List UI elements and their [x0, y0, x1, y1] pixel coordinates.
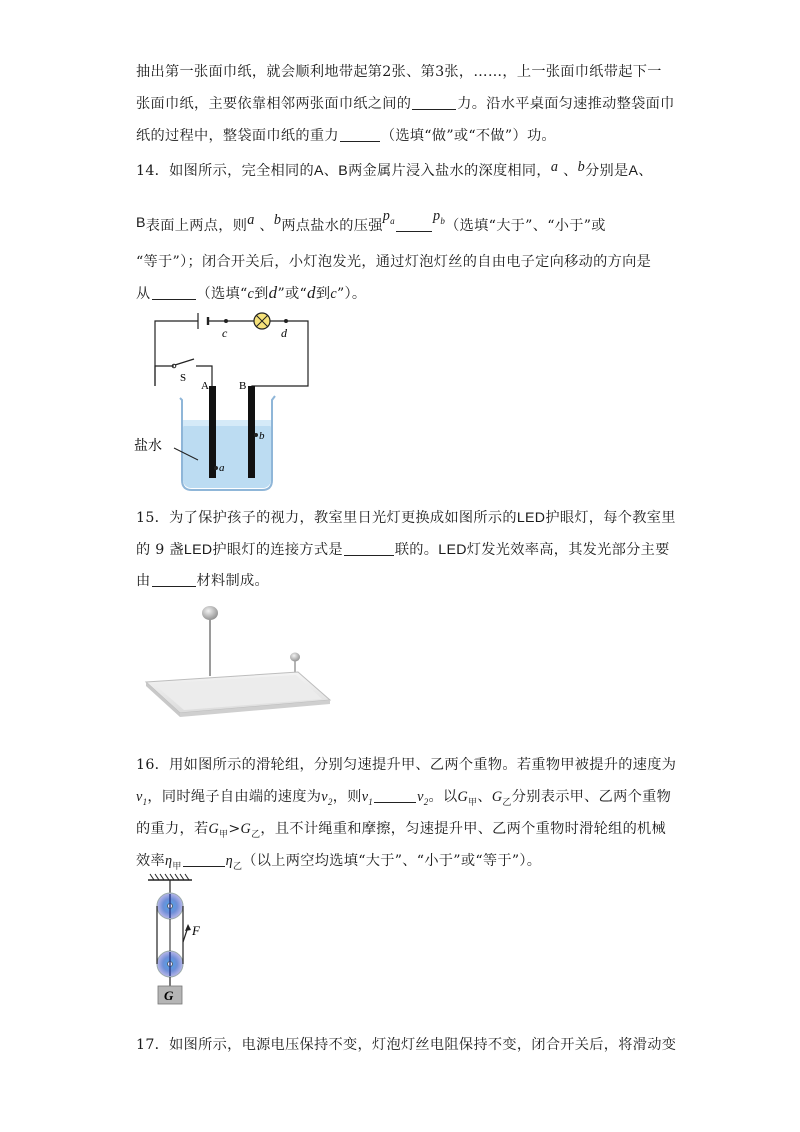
q15-text: 材料制成。 [196, 573, 269, 589]
speed-v2 [417, 789, 428, 805]
weight-G: G [240, 821, 252, 837]
sub-jia: 甲 [468, 798, 478, 808]
q14-line-4 [136, 283, 366, 304]
answer-blank[interactable] [183, 853, 225, 867]
q16-text: ，且不计绳重和摩擦，匀速提升甲、乙两个重物时滑轮组的机械 [260, 821, 667, 837]
q13-text: （选填“做”或“不做”）功。 [380, 128, 556, 144]
q15-text: 灯发光效率高，其发光部分主要 [466, 542, 670, 558]
q14-text: 、 [638, 163, 653, 179]
q16-text: 效率 [136, 853, 165, 869]
q13-text: 力。沿水平桌面匀速推动整袋面巾 [457, 96, 675, 112]
electrode-b [248, 386, 255, 478]
electrode-a [209, 386, 216, 478]
q14-line-1 [136, 157, 653, 181]
salt-water [183, 420, 271, 488]
q15-text: 联的。 [394, 542, 439, 558]
sub-yi: 乙 [232, 862, 243, 872]
answer-blank[interactable] [344, 542, 394, 556]
label-B: B [239, 380, 247, 392]
q14-line-2 [136, 206, 606, 236]
q16-text: 分别表示甲、乙两个重物 [511, 789, 672, 805]
q14-text: 、 [563, 163, 578, 179]
q14-text: 、 [323, 163, 339, 179]
q13-line-2 [136, 94, 675, 114]
label-c: c [222, 326, 228, 340]
q17-line-1 [136, 1035, 676, 1055]
pressure-pa [383, 208, 395, 224]
q14-point-a: a [550, 159, 559, 175]
efficiency-eta: η [164, 853, 173, 869]
led-term: LED [516, 510, 546, 526]
weight-G: G [208, 821, 219, 837]
q15-line-2 [136, 540, 670, 560]
weight-G: G [491, 789, 503, 805]
q16-line-3 [136, 819, 666, 845]
pulley-system-figure [140, 872, 220, 1012]
q15-text: 护眼灯，每个教室里 [545, 510, 676, 526]
q14-line-3 [136, 252, 651, 272]
label-d: d [281, 326, 287, 340]
point-a [214, 466, 218, 470]
q14-text: 从 [136, 286, 151, 302]
label-a: a [219, 462, 225, 474]
q16-text: 的重力，若 [136, 821, 209, 837]
sub-yi: 乙 [502, 798, 512, 808]
pa-subscript: a [390, 216, 395, 226]
pa-symbol: p [382, 208, 391, 224]
label-salt-water: 盐水 [134, 438, 162, 454]
q15-line-1 [136, 508, 676, 528]
q14-text: （选填“大于”、“小于”或 [445, 218, 606, 234]
q16-line-1 [136, 755, 676, 775]
q15-text: 的 9 盏 [136, 542, 184, 558]
v1-symbol: v [361, 789, 369, 805]
q14-point-c: c [247, 286, 255, 302]
answer-blank[interactable] [340, 128, 380, 142]
label-A: A [201, 380, 209, 392]
q14-point-d: d [268, 283, 278, 302]
q17-text: 17．如图所示，电源电压保持不变，灯泡灯丝电阻保持不变，闭合开关后，将滑动变 [136, 1037, 677, 1053]
greater-than: > [228, 821, 241, 837]
q14-text: ”）。 [336, 286, 367, 302]
speed-v2 [321, 789, 332, 805]
led-term: LED [438, 542, 467, 558]
q14-text: 两点盐水的压强 [281, 218, 383, 234]
q14-text: 14．如图所示，完全相同的 [136, 163, 315, 179]
efficiency-eta: η [225, 853, 233, 869]
q14-point-b: b [577, 159, 586, 175]
q15-text: 15．为了保护孩子的视力，教室里日光灯更换成如图所示的 [136, 510, 517, 526]
label-G: G [164, 988, 174, 1003]
sub-jia: 甲 [219, 830, 229, 840]
q13-text: 张面巾纸，主要依靠相邻两张面巾纸之间的 [136, 96, 412, 112]
q16-line-2 [136, 787, 671, 813]
q14-point-a: a [247, 212, 255, 228]
q13-line-3 [136, 126, 556, 146]
v1-symbol: v [136, 789, 143, 805]
q16-text: 16．用如图所示的滑轮组，分别匀速提升甲、乙两个重物。若重物甲被提升的速度为 [136, 757, 677, 773]
pressure-pb [433, 208, 445, 224]
sub-yi: 乙 [251, 830, 261, 840]
speed-v1 [362, 789, 373, 805]
q14-A: A [314, 163, 324, 179]
q14-text: 到 [254, 286, 269, 302]
q16-text: ，同时绳子自由端的速度为 [147, 789, 322, 805]
q13-line-1 [136, 62, 662, 82]
q13-text: 抽出第一张面巾纸，就会顺利地带起第2张、第3张，……，上一张面巾纸带起下一 [136, 64, 662, 80]
answer-blank[interactable] [412, 96, 456, 110]
label-F: F [192, 923, 200, 938]
point-b [254, 433, 258, 437]
q14-text: 两金属片浸入盐水的深度相同， [348, 163, 551, 179]
q14-text: 到 [315, 286, 331, 302]
q14-point-b: b [273, 212, 282, 228]
led-term: LED [183, 542, 213, 558]
v1-subscript: 1 [368, 797, 374, 807]
q16-text: 、 [477, 789, 492, 805]
ceiling-mount-1 [202, 606, 218, 620]
led-panel-light-figure [140, 600, 340, 720]
q16-text: ，则 [332, 789, 362, 805]
q14-text: 、 [259, 218, 274, 234]
q14-A: A [628, 163, 639, 179]
speed-v1 [136, 789, 147, 805]
label-switch-s: S [180, 372, 187, 384]
q15-line-3 [136, 571, 269, 591]
salt-water-circuit-figure [130, 308, 330, 498]
v2-symbol: v [417, 789, 424, 805]
q16-text: （以上两空均选填“大于”、“小于”或“等于”）。 [242, 853, 542, 869]
q14-B: B [136, 215, 146, 231]
switch-icon [175, 359, 194, 365]
label-b: b [259, 430, 265, 442]
q15-text: 护眼灯的连接方式是 [212, 542, 343, 558]
v1-subscript: 1 [142, 797, 148, 807]
answer-blank[interactable] [152, 286, 196, 300]
weight-G: G [457, 789, 469, 805]
ceiling-mount-2 [290, 653, 300, 662]
sub-jia: 甲 [172, 862, 182, 872]
pb-subscript: b [440, 216, 446, 226]
v2-symbol: v [321, 789, 328, 805]
q14-B: B [338, 163, 349, 179]
answer-blank[interactable] [152, 573, 196, 587]
q14-text: 表面上两点，则 [145, 218, 248, 234]
pb-symbol: p [432, 208, 441, 224]
q14-text: “等于”）；闭合开关后，小灯泡发光，通过灯泡灯丝的自由电子定向移动的方向是 [136, 254, 652, 270]
answer-blank[interactable] [374, 789, 416, 803]
q14-point-d: d [307, 283, 316, 302]
q16-text: 。以 [428, 789, 458, 805]
v2-subscript: 2 [327, 797, 333, 807]
q14-point-c: c [330, 286, 337, 302]
q14-text: 分别是 [585, 163, 629, 179]
q14-text: （选填“ [196, 286, 248, 302]
answer-blank[interactable] [396, 218, 432, 232]
node-c [224, 319, 228, 323]
v2-subscript: 2 [423, 797, 429, 807]
node-d [284, 319, 288, 323]
q14-text: ”或“ [277, 286, 308, 302]
q13-text: 纸的过程中，整袋面巾纸的重力 [136, 128, 339, 144]
q15-text: 由 [136, 573, 151, 589]
